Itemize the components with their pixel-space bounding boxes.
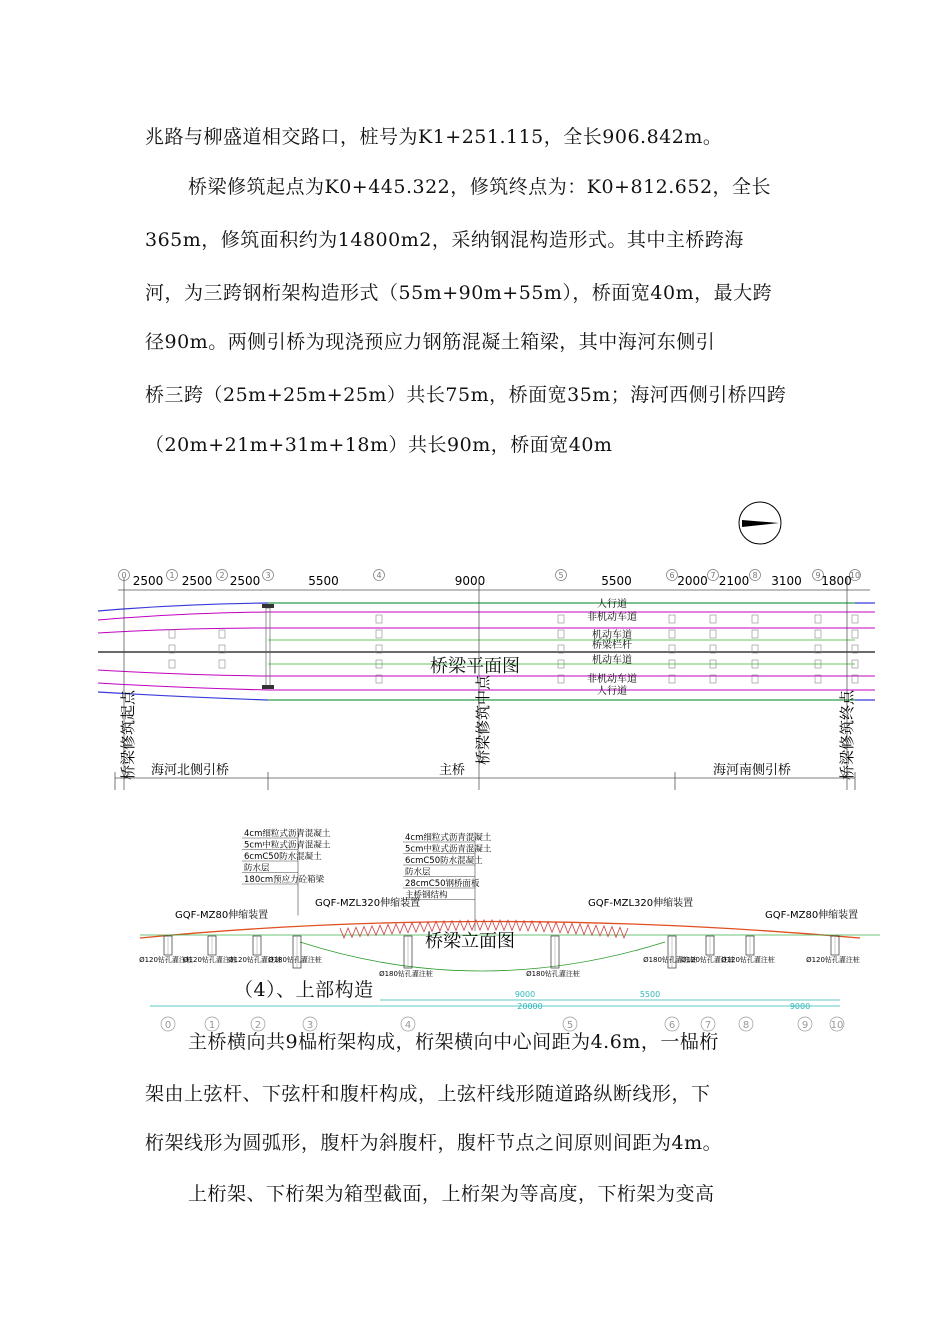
svg-text:8: 8 — [742, 1020, 750, 1031]
svg-text:2: 2 — [219, 571, 225, 580]
span-label: 9000 — [454, 574, 486, 588]
paragraph-line: 兆路与柳盛道相交路口，桩号为K1+251.115，全长906.842m。 — [145, 126, 723, 148]
axis-marker — [708, 570, 719, 581]
dim-label: 5500 — [639, 990, 661, 999]
pier-column — [219, 630, 225, 668]
axis-marker — [798, 1017, 812, 1031]
svg-text:0: 0 — [121, 571, 127, 580]
axis-marker — [665, 1017, 679, 1031]
segment-north: 海河北侧引桥 — [150, 763, 230, 778]
axis-marker — [750, 570, 761, 581]
lane-label: 机动车道 — [592, 630, 632, 641]
plan-title: 桥梁平面图 — [430, 656, 520, 677]
span-label: 2000 — [677, 574, 708, 588]
lane-label: 非机动车道 — [587, 674, 637, 685]
pile-label: Ø120钻孔灌注桩 — [139, 956, 193, 964]
pier-column — [169, 630, 175, 668]
layer-label: 28cmC50钢桥面板 — [405, 879, 480, 889]
paragraph-line: 河，为三跨钢桁架构造形式（55m+90m+55m），桥面宽40m，最大跨 — [145, 282, 773, 304]
svg-text:4: 4 — [404, 1020, 412, 1031]
layer-label: 5cm中粒式沥青混凝土 — [244, 840, 331, 851]
paragraph-line: 桁架线形为圆弧形，腹杆为斜腹杆，腹杆节点之间原则间距为4m。 — [145, 1132, 723, 1154]
pile-label: Ø120钻孔灌注桩 — [183, 956, 237, 964]
layer-label: 主桥钢结构 — [405, 890, 448, 901]
layer-label: 6cmC50防水混凝土 — [405, 856, 483, 866]
pier-column — [558, 615, 564, 683]
svg-text:4: 4 — [376, 571, 382, 580]
svg-text:2: 2 — [254, 1020, 262, 1031]
axis-marker — [401, 1017, 415, 1031]
paragraph-line: 上桁架、下桁架为箱型截面，上桁架为等高度，下桁架为变高 — [188, 1183, 715, 1205]
layer-label: 5cm中粒式沥青混凝土 — [405, 844, 492, 855]
layer-label: 防水层 — [244, 863, 270, 874]
north-arrow-icon — [739, 502, 781, 544]
layer-label: 防水层 — [405, 867, 431, 878]
pier-pile — [526, 936, 580, 978]
axis-marker — [161, 1017, 175, 1031]
pile-label: Ø180钻孔灌注桩 — [379, 970, 433, 978]
pier-column — [752, 615, 758, 683]
span-label: 5500 — [601, 574, 632, 588]
lane-label: 机动车道 — [592, 655, 632, 666]
pier-column — [852, 615, 858, 683]
layer-label: 6cmC50防水混凝土 — [244, 852, 322, 862]
pile-label: Ø180钻孔灌注桩 — [268, 956, 322, 964]
paragraph-line: 365m，修筑面积约为14800m2，采纳钢混构造形式。其中主桥跨海 — [145, 229, 744, 251]
pile-label: Ø120钻孔灌注桩 — [681, 956, 735, 964]
span-label: 1800 — [821, 574, 852, 588]
segment-south: 海河南侧引桥 — [712, 763, 792, 778]
bearing-label: GQF-MZL320伸缩装置 — [315, 898, 421, 909]
paragraph-line: 桥三跨（25m+25m+25m）共长75m，桥面宽35m；海河西侧引桥四跨 — [145, 384, 787, 406]
svg-text:3: 3 — [265, 571, 271, 580]
pier-pile — [268, 936, 322, 968]
segment-main: 主桥 — [438, 763, 466, 778]
pier-column — [710, 615, 716, 683]
svg-text:6: 6 — [669, 571, 675, 580]
svg-text:10: 10 — [830, 1020, 844, 1031]
svg-text:8: 8 — [752, 571, 758, 580]
axis-marker — [830, 1017, 844, 1031]
svg-text:6: 6 — [668, 1020, 676, 1031]
axis-marker — [263, 570, 274, 581]
span-label: 2100 — [718, 574, 750, 588]
pier-pile — [806, 936, 860, 964]
pile-label: Ø120钻孔灌注桩 — [721, 956, 775, 964]
svg-text:7: 7 — [704, 1020, 712, 1031]
pier-column — [376, 615, 382, 683]
pile-label: Ø120钻孔灌注桩 — [228, 956, 282, 964]
bearing-label: GQF-MZ80伸缩装置 — [765, 910, 859, 921]
pile-label: Ø180钻孔灌注桩 — [526, 970, 580, 978]
axis-marker — [303, 1017, 317, 1031]
layer-label: 4cm细粒式沥青混凝土 — [244, 829, 331, 839]
lane-label: 桥梁栏杆 — [592, 640, 632, 651]
axis-marker — [251, 1017, 265, 1031]
svg-text:5: 5 — [558, 571, 564, 580]
paragraph-line: 主桥横向共9榀桁架构成，桁架横向中心间距为4.6m，一榀桁 — [188, 1031, 719, 1053]
paragraph-line: （20m+21m+31m+18m）共长90m，桥面宽40m — [145, 434, 613, 456]
bearing-label: GQF-MZ80伸缩装置 — [175, 910, 269, 921]
span-label: 2500 — [229, 574, 261, 588]
section-heading: （4）、上部构造 — [228, 978, 380, 1002]
bearing-label: GQF-MZL320伸缩装置 — [588, 898, 694, 909]
svg-text:5: 5 — [566, 1020, 574, 1031]
lane-label: 人行道 — [597, 599, 627, 610]
start-label: 桥梁修筑起点 — [119, 689, 137, 781]
pier-column — [669, 615, 675, 683]
paragraph-line: 架由上弦杆、下弦杆和腹杆构成，上弦杆线形随道路纵断线形，下 — [145, 1083, 711, 1105]
layer-label: 4cm细粒式沥青混凝土 — [405, 833, 492, 843]
span-label: 3100 — [771, 574, 802, 588]
layer-label: 180cm预应力砼箱梁 — [244, 875, 325, 885]
plan-view — [98, 570, 875, 791]
axis-marker — [556, 570, 567, 581]
paragraph-line: 桥梁修筑起点为K0+445.322，修筑终点为：K0+812.652，全长 — [188, 176, 772, 198]
pier-pile — [721, 936, 775, 964]
end-label: 桥梁修筑终点 — [838, 689, 856, 781]
paragraph-line: 径90m。两侧引桥为现浇预应力钢筋混凝土箱梁，其中海河东侧引 — [145, 331, 716, 353]
span-label: 2500 — [132, 574, 164, 588]
svg-text:7: 7 — [710, 571, 716, 580]
axis-marker — [739, 1017, 753, 1031]
span-label: 2500 — [181, 574, 213, 588]
dim-label: 9000 — [789, 1002, 811, 1011]
svg-text:1: 1 — [208, 1020, 216, 1031]
axis-marker — [563, 1017, 577, 1031]
svg-text:9: 9 — [815, 571, 821, 580]
svg-text:9: 9 — [801, 1020, 809, 1031]
axis-marker — [167, 570, 178, 581]
axis-marker — [205, 1017, 219, 1031]
lane-label: 人行道 — [597, 686, 627, 697]
axis-marker — [217, 570, 228, 581]
lane-label: 非机动车道 — [587, 612, 637, 623]
mid-label: 桥梁修筑中点 — [474, 674, 492, 766]
elevation-title: 桥梁立面图 — [425, 931, 515, 952]
axis-marker — [667, 570, 678, 581]
axis-marker — [701, 1017, 715, 1031]
svg-text:10: 10 — [849, 571, 861, 580]
pile-label: Ø120钻孔灌注桩 — [806, 956, 860, 964]
axis-marker — [374, 570, 385, 581]
pile-label: Ø180钻孔灌注桩 — [643, 956, 697, 964]
dim-label: 9000 — [514, 990, 536, 999]
svg-text:1: 1 — [169, 571, 175, 580]
svg-text:0: 0 — [164, 1020, 172, 1031]
span-label: 5500 — [308, 574, 339, 588]
dim-label: 20000 — [517, 1002, 543, 1011]
pier-column — [815, 615, 821, 683]
svg-text:3: 3 — [306, 1020, 314, 1031]
